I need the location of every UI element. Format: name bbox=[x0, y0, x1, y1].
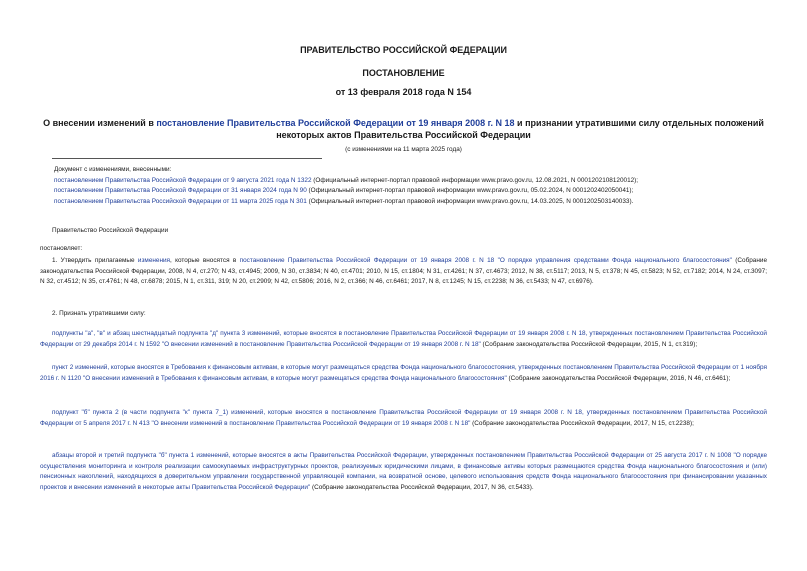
government-heading: ПРАВИТЕЛЬСТВО РОССИЙСКОЙ ФЕДЕРАЦИИ bbox=[300, 45, 507, 55]
change-link[interactable]: постановлением Правительства Российской Федерации от 31 января 2024 года N 90 bbox=[54, 187, 307, 194]
subitem-3-link[interactable]: подпункт "б" пункта 2 (в части подпункта "к" пункта 7_1) изменений, которые вносятся в постановление Правительства Российской Федерации от 19 января 2008 г. N 18, утвержденных постановлением Правительства Российской Федерации от 5 апреля 2017 г. N 413 "О внесении изменений в постановление Правительства Российской Федерации от 19 января 2008 г. N 18" bbox=[40, 409, 767, 427]
changes-intro: Документ с изменениями, внесенными: bbox=[54, 166, 172, 173]
changes-item bbox=[54, 197, 774, 208]
changes-item bbox=[54, 186, 774, 197]
paragraph-2: 2. Признать утратившими силу: bbox=[52, 310, 146, 317]
subitem-3 bbox=[40, 408, 767, 429]
document-kind: ПОСТАНОВЛЕНИЕ bbox=[362, 68, 445, 78]
subitem-2 bbox=[40, 363, 767, 384]
change-source: (Официальный интернет-портал правовой информации www.pravo.gov.ru, 14.03.2025, N 0001202503140033). bbox=[306, 197, 634, 205]
issuer-name: Правительство Российской Федерации bbox=[52, 227, 169, 234]
subitem-1 bbox=[40, 329, 767, 350]
subitem-4-link[interactable]: абзацы второй и третий подпункта "б" пункта 1 изменений, которые вносятся в акты Правительства Российской Федерации, утвержденных постановлением Правительства Российской Федерации от 25 августа 2017 г. N 1008 "О порядке осуществления мониторинга и контроля реализации самоокупаемых инфраструктурных проектов, реализуемых юридическими лицами, в финансовые активы которых размещаются средства Фонда национального благосостояния и (или) пенсионных накоплений, находящихся в доверительном управлении государственной управляющей компании, на возвратной основе, целевого использования средств Фонда национального благосостояния при финансировании указанных проектов и внесении изменений в некоторые акты Правительства Российской Федерации" bbox=[40, 452, 767, 491]
document-title bbox=[40, 117, 767, 141]
subitem-2-text: (Собрание законодательства Российской Федерации, 2016, N 46, ст.6461); bbox=[506, 374, 731, 382]
title-text-end: и признании утратившими силу отдельных положений некоторых актов Правительства Российской Федерации bbox=[276, 118, 764, 140]
p1-resolution-link[interactable]: постановление Правительства Российской Федерации от 19 января 2008 г. N 18 "О порядке управления средствами Фонда национального благосостояния" bbox=[239, 257, 732, 264]
paragraph-1 bbox=[40, 256, 767, 288]
subitem-4 bbox=[40, 451, 767, 493]
document-date-number: от 13 февраля 2018 года N 154 bbox=[335, 87, 472, 97]
title-text-start: О внесении изменений в bbox=[43, 118, 157, 128]
subitem-4-text: (Собрание законодательства Российской Федерации, 2017, N 36, ст.5433). bbox=[310, 483, 534, 491]
changes-list bbox=[54, 165, 774, 207]
subitem-3-text: (Собрание законодательства Российской Федерации, 2017, N 15, ст.2238); bbox=[470, 419, 694, 427]
p1-text-a: 1. Утвердить прилагаемые bbox=[52, 257, 138, 264]
subitem-1-link[interactable]: подпункты "а", "в" и абзац шестнадцатый подпункта "д" пункта 3 изменений, которые вносятся в постановление Правительства Российской Федерации от 19 января 2008 г. N 18, утвержденных постановлением Правительства Российской Федерации от 29 декабря 2014 г. N 1592 "О внесении изменений в постановление Правительства Российской Федерации от 19 января 2008 г. N 18" bbox=[40, 330, 767, 348]
change-link[interactable]: постановлением Правительства Российской Федерации от 9 августа 2021 года N 1322 bbox=[54, 176, 312, 184]
p1-text-c: (Собрание законодательства Российской Федерации, 2008, N 4, ст.270; N 43, ст.4945; 2009, N 30, ст.3834; N 40, ст.4701; 2010, N 15, ст.1804; N 31, ст.4261; N 37, ст.4673; 2012, N 38, ст.5117; 2013, N 5, ст.378; N 45, ст.5823; N 52, ст.7182; 2014, N 24, ст.3097; N 32, ст.4512; N 35, ст.4761; N 48, ст.6878; 2015, N 1, ст.311, 319; N 20, ст.2909; N 42, ст.5806; 2016, N 2, ст.366; N 46, ст.6461; 2017, N 8, ст.1245; N 15, ст.2238; N 36, ст.5433; N 47, ст.6976). bbox=[40, 257, 767, 285]
change-source: (Официальный интернет-портал правовой информации www.pravo.gov.ru, 12.08.2021, N 0001202108120012); bbox=[311, 176, 639, 184]
title-link[interactable]: постановление Правительства Российской Федерации от 19 января 2008 г. N 18 bbox=[156, 118, 515, 128]
change-link[interactable]: постановлением Правительства Российской Федерации от 11 марта 2025 года N 301 bbox=[54, 197, 307, 205]
divider bbox=[52, 158, 322, 159]
decides-label: постановляет: bbox=[40, 245, 83, 252]
subitem-1-text: (Собрание законодательства Российской Федерации, 2015, N 1, ст.319); bbox=[480, 340, 698, 348]
subitem-2-link[interactable]: пункт 2 изменений, которые вносятся в Требования к финансовым активам, в которые могут размещаться средства Фонда национального благосостояния, утвержденных постановлением Правительства Российской Федерации от 1 ноября 2016 г. N 1120 "О внесении изменений в Требования к финансовым активам, в которые могут размещаться средства Фонда национального благосостояния" bbox=[40, 364, 767, 382]
p1-text-b: , которые вносятся в bbox=[170, 257, 240, 264]
p1-changes-link[interactable]: изменения bbox=[137, 257, 171, 264]
change-source: (Официальный интернет-портал правовой информации www.pravo.gov.ru, 05.02.2024, N 0001202402050041); bbox=[306, 187, 634, 194]
changes-item bbox=[54, 176, 774, 187]
revision-note: (с изменениями на 11 марта 2025 года) bbox=[345, 146, 462, 153]
